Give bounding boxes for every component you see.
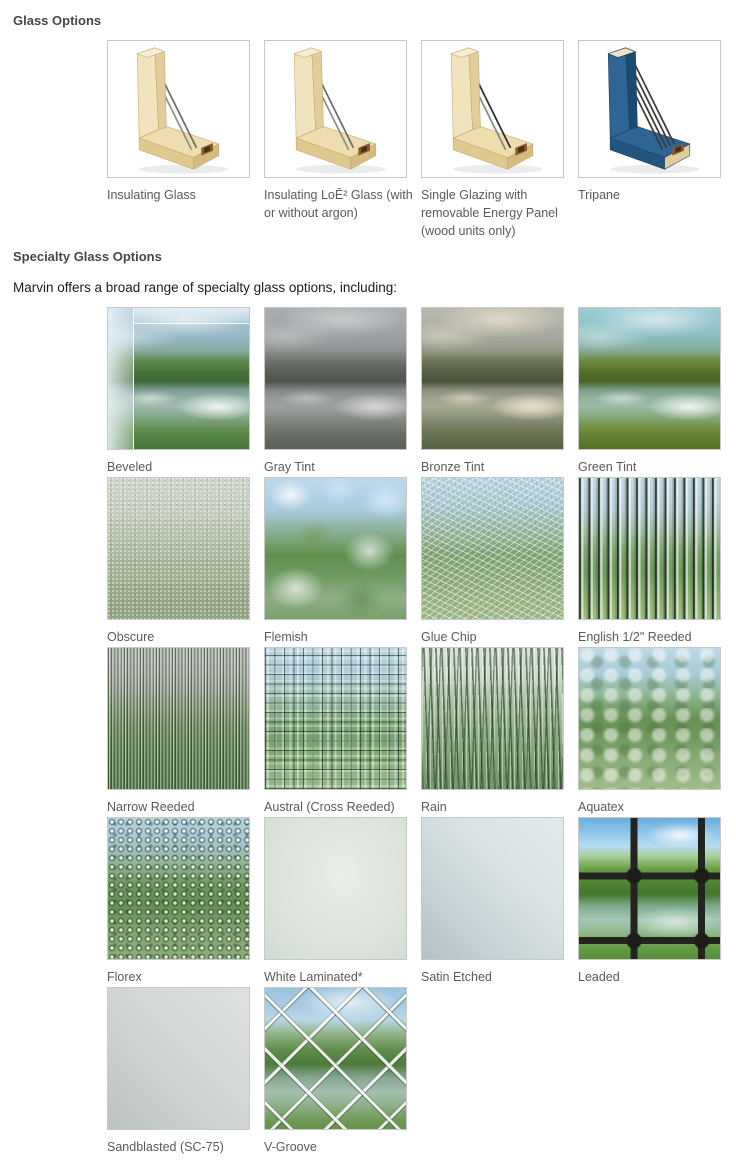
glass-sample-image xyxy=(264,987,407,1130)
glass-option-card xyxy=(421,40,566,240)
glass-sample-label: Obscure xyxy=(107,630,155,644)
glass-sample-label: V-Groove xyxy=(264,1140,317,1154)
specialty-glass-grid xyxy=(107,307,736,1157)
window-cross-section-image xyxy=(578,40,721,178)
glass-sample-image xyxy=(421,477,564,620)
glass-sample-image xyxy=(578,307,721,450)
specialty-glass-card xyxy=(264,817,409,987)
specialty-glass-card xyxy=(107,307,252,477)
glass-sample-image xyxy=(107,477,250,620)
glass-sample-label: Sandblasted (SC-75) xyxy=(107,1140,224,1154)
glass-sample-label: Green Tint xyxy=(578,460,637,474)
specialty-glass-card xyxy=(264,647,409,817)
glass-option-label: Single Glazing with removable Energy Panel (wood units only) xyxy=(421,188,558,238)
glass-options-heading: Glass Options xyxy=(13,13,102,28)
glass-sample-image xyxy=(264,647,407,790)
specialty-glass-card xyxy=(578,817,723,987)
glass-sample-image xyxy=(107,307,250,450)
window-cross-section-image xyxy=(264,40,407,178)
glass-sample-image xyxy=(107,987,250,1130)
glass-sample-label: English 1/2" Reeded xyxy=(578,630,692,644)
glass-sample-image xyxy=(264,307,407,450)
glass-sample-label: Bronze Tint xyxy=(421,460,485,474)
specialty-glass-card xyxy=(107,647,252,817)
glass-options-grid xyxy=(107,40,736,240)
specialty-glass-card xyxy=(107,817,252,987)
specialty-glass-card xyxy=(107,477,252,647)
specialty-glass-card xyxy=(421,307,566,477)
glass-sample-label: Leaded xyxy=(578,970,620,984)
glass-option-label: Insulating Glass xyxy=(107,188,196,202)
specialty-glass-card xyxy=(421,647,566,817)
specialty-glass-card xyxy=(421,817,566,987)
glass-sample-image xyxy=(264,477,407,620)
glass-sample-label: Austral (Cross Reeded) xyxy=(264,800,395,814)
glass-sample-label: White Laminated* xyxy=(264,970,363,984)
specialty-glass-card xyxy=(578,647,723,817)
specialty-intro-text: Marvin offers a broad range of specialty glass options, including: xyxy=(13,280,397,295)
glass-sample-image xyxy=(107,647,250,790)
glass-option-card xyxy=(264,40,413,222)
glass-sample-label: Narrow Reeded xyxy=(107,800,195,814)
glass-sample-image xyxy=(578,647,721,790)
specialty-glass-card xyxy=(421,477,566,647)
glass-sample-image xyxy=(421,817,564,960)
glass-sample-image xyxy=(264,817,407,960)
glass-option-label: Insulating LoĒ² Glass (with or without argon) xyxy=(264,188,413,220)
glass-sample-label: Satin Etched xyxy=(421,970,492,984)
glass-sample-label: Gray Tint xyxy=(264,460,315,474)
specialty-glass-card xyxy=(264,477,409,647)
glass-sample-label: Flemish xyxy=(264,630,308,644)
specialty-glass-heading: Specialty Glass Options xyxy=(13,249,162,264)
glass-sample-image xyxy=(578,477,721,620)
glass-sample-label: Florex xyxy=(107,970,142,984)
window-cross-section-image xyxy=(107,40,250,178)
glass-sample-label: Aquatex xyxy=(578,800,624,814)
specialty-glass-card xyxy=(578,307,723,477)
glass-sample-image xyxy=(107,817,250,960)
glass-option-card xyxy=(107,40,252,204)
specialty-glass-card xyxy=(107,987,252,1157)
glass-sample-image xyxy=(578,817,721,960)
specialty-glass-card xyxy=(578,477,723,647)
glass-option-label: Tripane xyxy=(578,188,620,202)
glass-sample-label: Glue Chip xyxy=(421,630,477,644)
specialty-glass-card xyxy=(264,307,409,477)
glass-sample-label: Beveled xyxy=(107,460,153,474)
glass-sample-image xyxy=(421,307,564,450)
window-cross-section-image xyxy=(421,40,564,178)
glass-option-card xyxy=(578,40,723,204)
glass-sample-label: Rain xyxy=(421,800,447,814)
specialty-glass-card xyxy=(264,987,409,1157)
glass-sample-image xyxy=(421,647,564,790)
